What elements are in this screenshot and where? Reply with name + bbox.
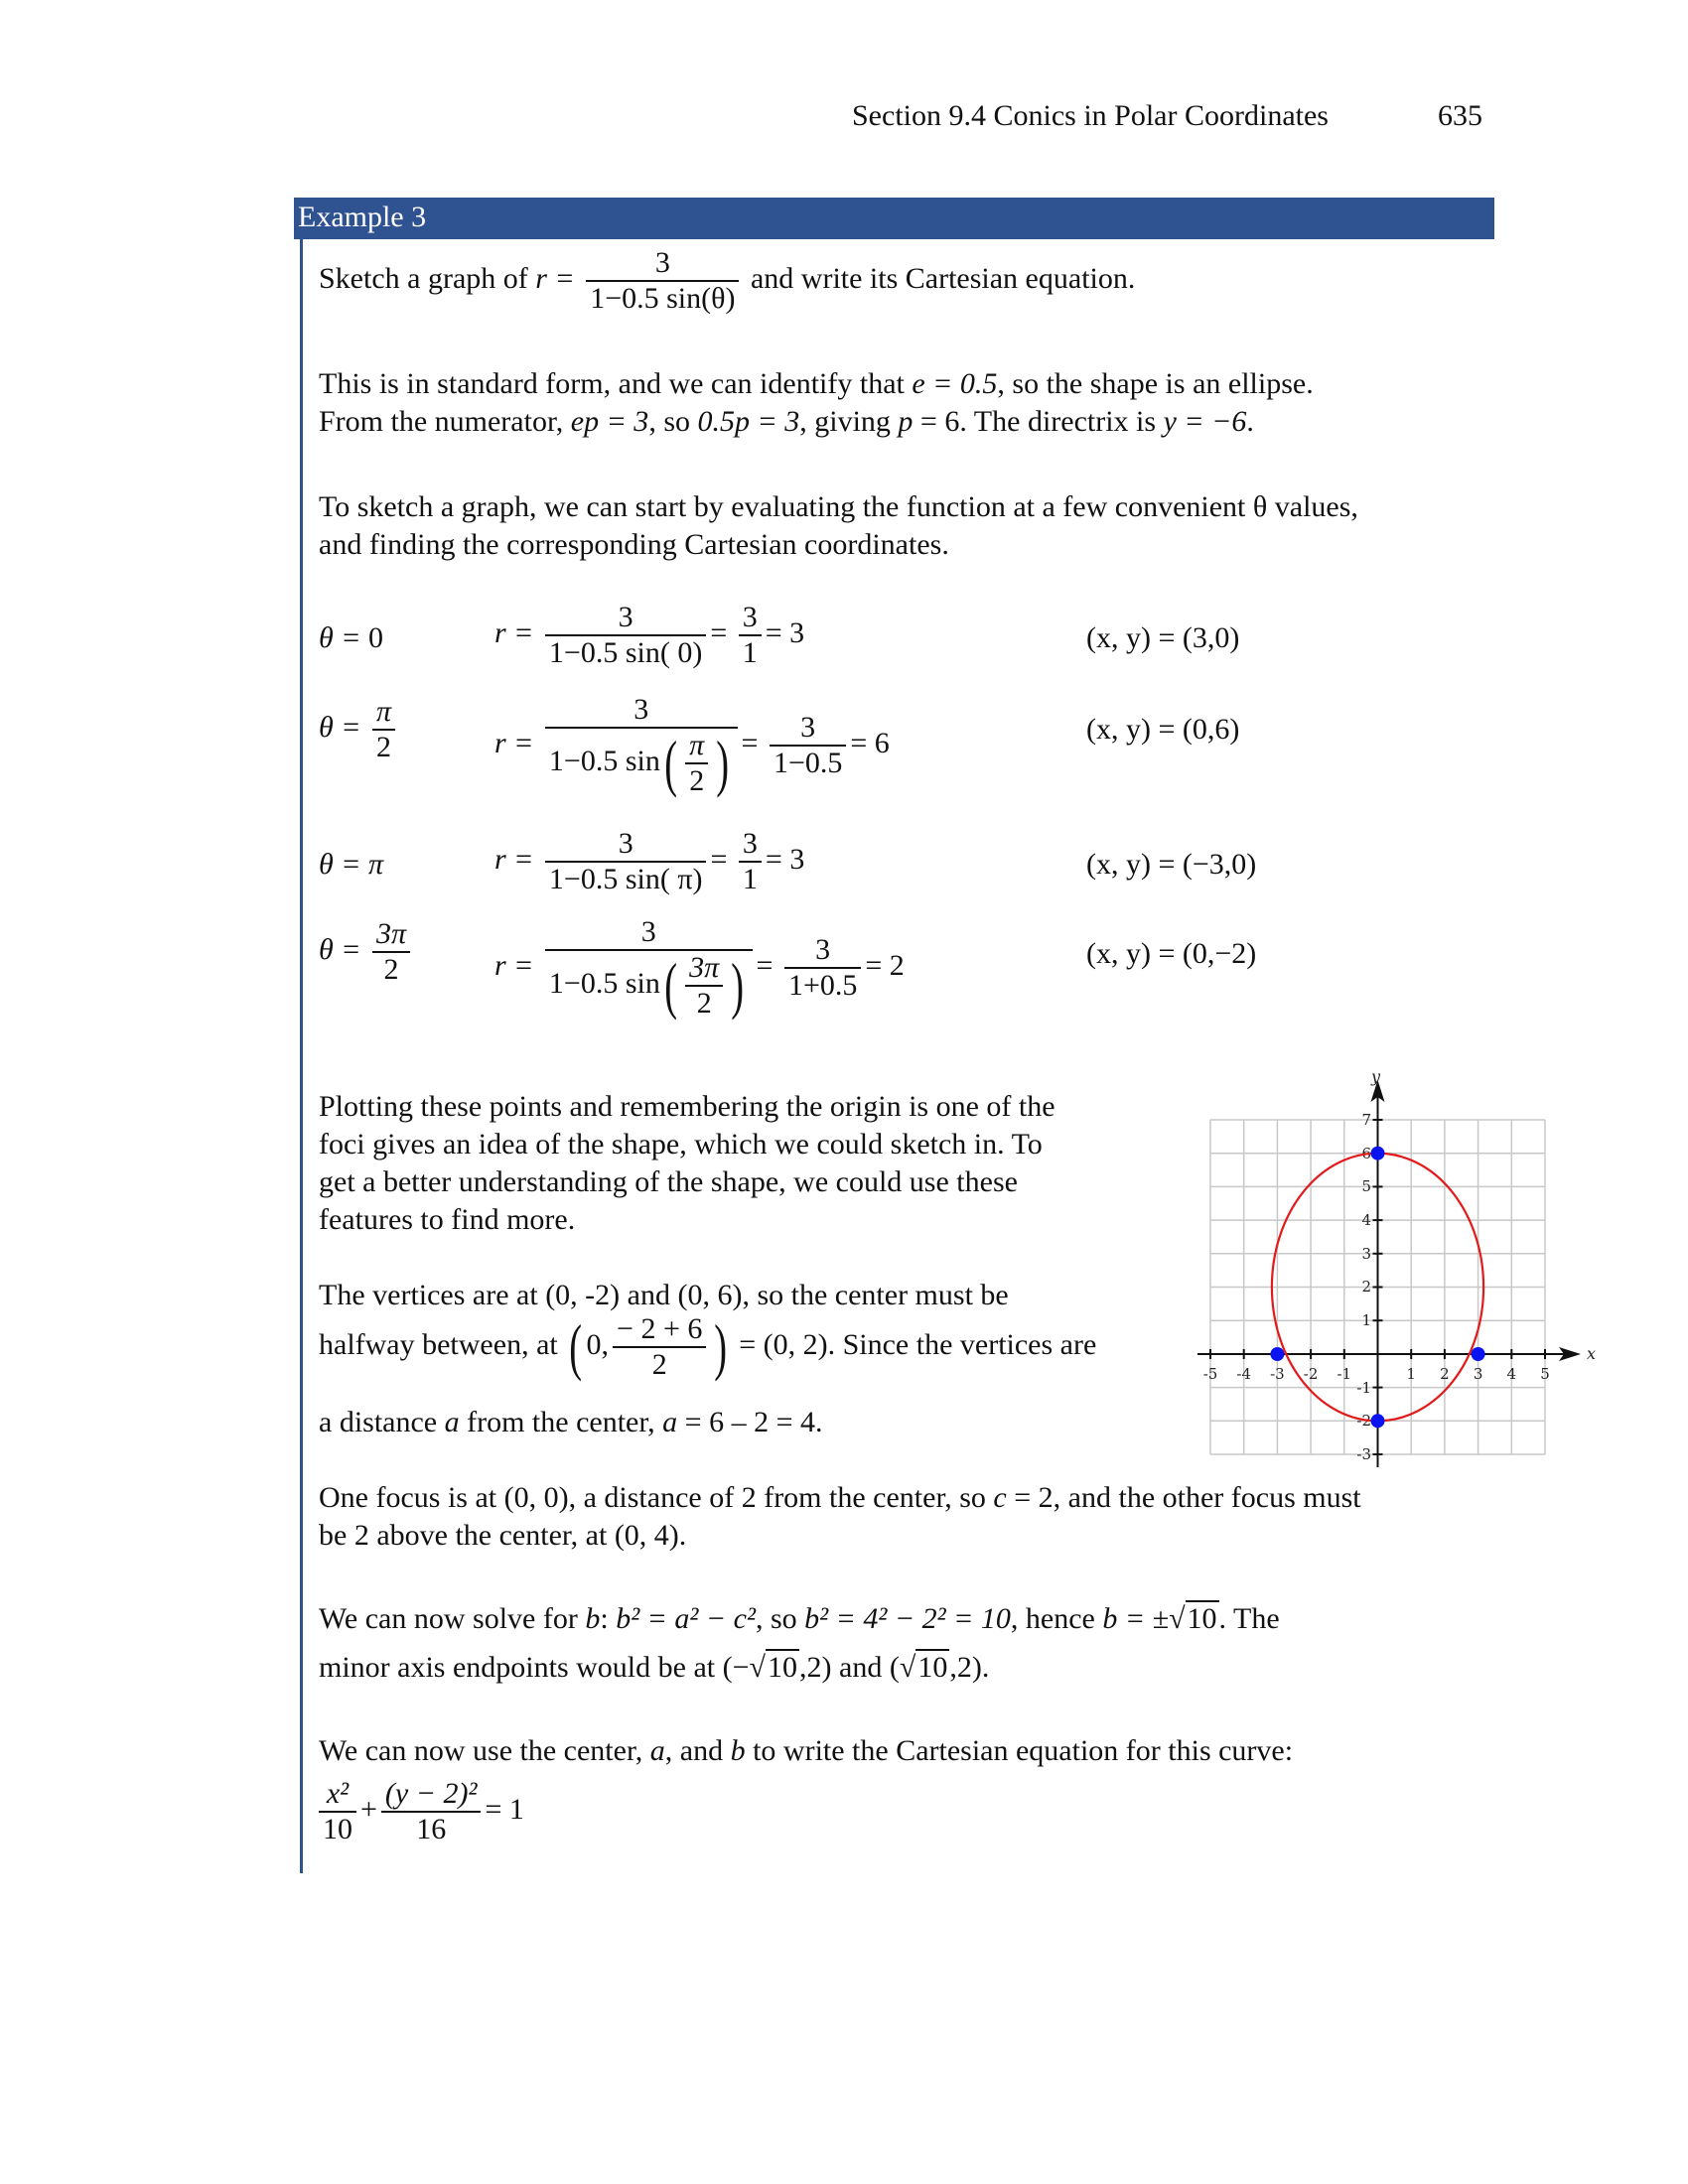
theta-3pi-over-2-r-computation: r = 3 1−0.5 sin( $\frac{3\pi}{2}$ ) = $\frac{3}{1+0.5}$ = 2 — [494, 915, 905, 1021]
paragraph-plotting-line4: features to find more. — [319, 1203, 576, 1236]
example-title: Example 3 — [298, 201, 427, 233]
svg-text:4: 4 — [1361, 1211, 1371, 1229]
paragraph-plotting-line2: foci gives an idea of the shape, which we could sketch in. To — [319, 1128, 1043, 1160]
paragraph-sketch-line2: and finding the corresponding Cartesian coordinates. — [319, 528, 949, 561]
svg-text:4: 4 — [1506, 1365, 1517, 1383]
theta-0-point: (x, y) = (3,0) — [1086, 621, 1240, 654]
theta-pi-label: θ = π — [319, 848, 384, 881]
svg-text:2: 2 — [1361, 1278, 1371, 1296]
paragraph-standard-form-line1: This is in standard form, and we can identify that e = 0.5, so the shape is an ellipse. — [319, 367, 1314, 400]
paragraph-solve-b-line1: We can now solve for b: b² = a² − c², so b² = 4² − 2² = 10, hence b = ±√10. The — [319, 1602, 1280, 1635]
theta-0-r-computation: r = $\frac{3}{1-0.5 \sin( 0)}$ = $\frac{3}{1}$ = 3 — [494, 601, 805, 669]
theta-3pi-over-2-label: θ = $\frac{3\pi}{2}$ — [319, 917, 414, 987]
theta-pi-point: (x, y) = (−3,0) — [1086, 848, 1257, 881]
svg-text:-1: -1 — [1336, 1365, 1352, 1383]
theta-pi-r-computation: r = $\frac{3}{1-0.5 \sin( \pi)}$ = $\frac{3}{1}$ = 3 — [494, 827, 805, 895]
paragraph-vertices-line2: halfway between, at ( 0, $\frac{- 2 + 6}{2}$ ) = (0, 2). Since the vertices are — [319, 1311, 1097, 1382]
svg-text:-3: -3 — [1356, 1445, 1371, 1463]
prompt-fraction: $\frac{3}{1-0.5 \sin(\theta)}$ — [586, 246, 739, 316]
svg-text:-1: -1 — [1356, 1379, 1371, 1397]
paragraph-focus-line1: One focus is at (0, 0), a distance of 2 from the center, so c = 2, and the other focus must — [319, 1481, 1361, 1514]
svg-text:6: 6 — [1361, 1145, 1371, 1162]
svg-text:1: 1 — [1361, 1311, 1371, 1329]
theta-0-label: θ = 0 — [319, 621, 383, 654]
theta-3pi-over-2-point: (x, y) = (0,−2) — [1086, 937, 1257, 970]
paragraph-solve-b-line2: minor axis endpoints would be at (−√10,2) and (√10,2). — [319, 1651, 990, 1684]
paragraph-sketch-line1: To sketch a graph, we can start by evaluating the function at a few convenient θ values, — [319, 490, 1358, 523]
paragraph-plotting-line3: get a better understanding of the shape, we could use these — [319, 1165, 1018, 1198]
paragraph-plotting-line1: Plotting these points and remembering the origin is one of the — [319, 1090, 1055, 1123]
svg-text:3: 3 — [1473, 1365, 1483, 1383]
svg-text:-2: -2 — [1303, 1365, 1319, 1383]
svg-text:7: 7 — [1361, 1111, 1371, 1129]
svg-text:-4: -4 — [1236, 1365, 1252, 1383]
cartesian-equation: $\frac{\text{x²}}{10}$ + $\frac{\text{(y − 2)²}}{16}$ = 1 — [315, 1777, 524, 1846]
paragraph-focus-line2: be 2 above the center, at (0, 4). — [319, 1519, 687, 1552]
x-tick-labels — [1203, 1365, 1550, 1383]
svg-text:-5: -5 — [1202, 1365, 1218, 1383]
paragraph-vertices-line3: a distance a from the center, a = 6 – 2 = 4. — [319, 1406, 823, 1438]
theta-pi-over-2-point: (x, y) = (0,6) — [1086, 713, 1240, 746]
paragraph-vertices-line1: The vertices are at (0, -2) and (0, 6), so the center must be — [319, 1279, 1009, 1311]
example-prompt: Sketch a graph of r = $\frac{3}{1-0.5 \sin(\theta)}$ and write its Cartesian equation. — [319, 246, 1136, 315]
svg-text:2: 2 — [1440, 1365, 1450, 1383]
ellipse-graph — [1172, 1052, 1599, 1479]
svg-text:-3: -3 — [1270, 1365, 1285, 1383]
example-header-bar — [294, 198, 1494, 239]
paragraph-cartesian-line1: We can now use the center, a, and b to write the Cartesian equation for this curve: — [319, 1734, 1294, 1767]
y-axis-label: y — [1371, 1067, 1381, 1086]
theta-pi-over-2-label: θ = $\frac{\pi}{2}$ — [319, 695, 399, 764]
svg-text:3: 3 — [1361, 1245, 1371, 1263]
x-axis-label: x — [1587, 1344, 1597, 1363]
page-number: 635 — [1438, 99, 1482, 132]
svg-text:-2: -2 — [1356, 1412, 1371, 1430]
paragraph-standard-form-line2: From the numerator, ep = 3, so 0.5p = 3, giving p = 6. The directrix is y = −6. — [319, 405, 1254, 438]
theta-pi-over-2-r-computation: r = 3 1−0.5 sin( $\frac{\pi}{2}$ ) = $\frac{3}{1-0.5}$ = 6 — [494, 693, 890, 798]
example-left-rule — [300, 239, 303, 1873]
svg-text:5: 5 — [1540, 1365, 1550, 1383]
svg-text:5: 5 — [1361, 1177, 1371, 1195]
section-title: Section 9.4 Conics in Polar Coordinates — [852, 99, 1329, 132]
svg-text:1: 1 — [1406, 1365, 1416, 1383]
